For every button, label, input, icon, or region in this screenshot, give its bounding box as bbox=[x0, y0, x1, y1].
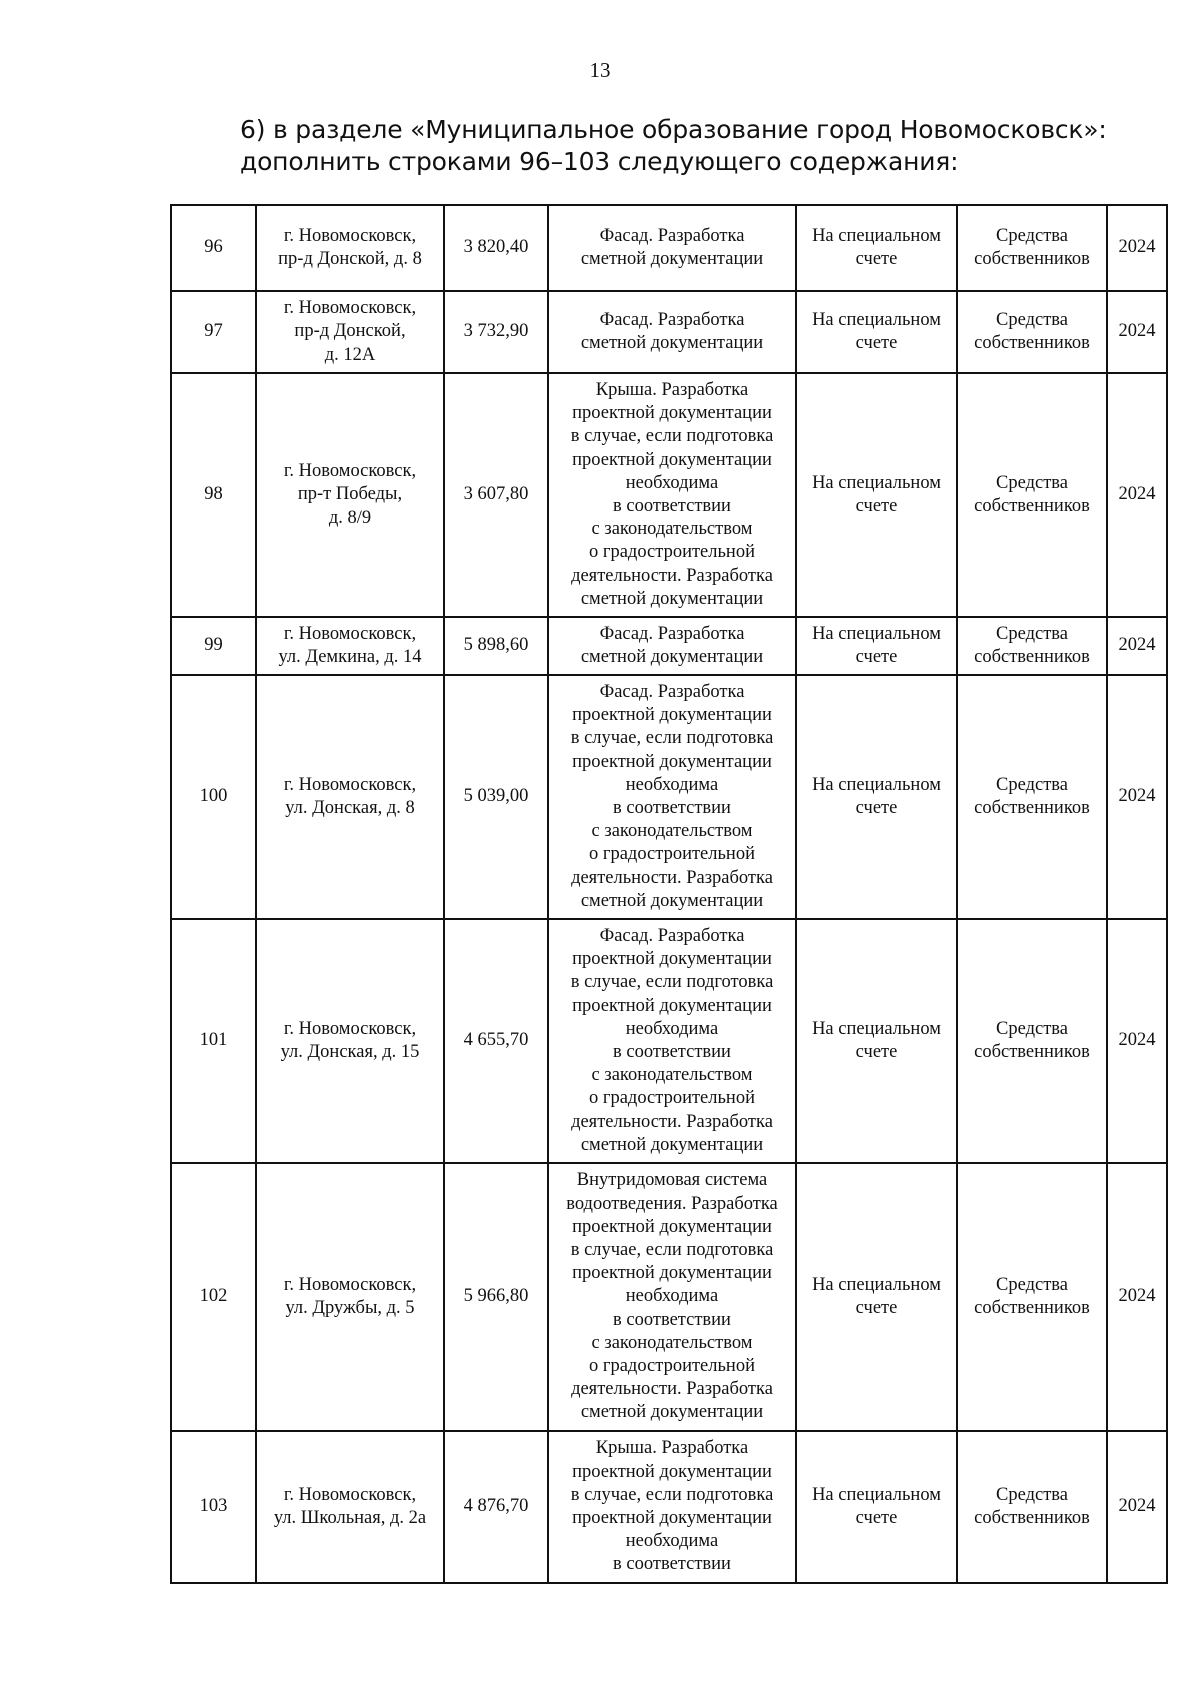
row-number-cell: 101 bbox=[171, 919, 256, 1163]
year-cell: 2024 bbox=[1107, 675, 1167, 919]
work-type-cell: Фасад. Разработка сметной документации bbox=[548, 291, 796, 373]
table-row bbox=[171, 205, 1167, 291]
area-cell: 3 820,40 bbox=[444, 205, 548, 291]
table-row bbox=[171, 1431, 1167, 1583]
address-cell: г. Новомосковск, ул. Школьная, д. 2а bbox=[256, 1431, 444, 1583]
account-cell: На специальном счете bbox=[796, 919, 957, 1163]
funding-cell: Средства собственников bbox=[957, 205, 1107, 291]
row-number-cell: 98 bbox=[171, 373, 256, 617]
work-type-cell: Фасад. Разработка сметной документации bbox=[548, 205, 796, 291]
year-cell: 2024 bbox=[1107, 617, 1167, 675]
intro-paragraph bbox=[240, 114, 1140, 178]
address-cell: г. Новомосковск, пр-д Донской, д. 12А bbox=[256, 291, 444, 373]
work-type-cell: Внутридомовая система водоотведения. Разработка проектной документации в случае, если подготовка проектной документации необходима в соответствии с законодательством о градостроительной деятельности. Разработка сметной документации bbox=[548, 1163, 796, 1431]
table-row bbox=[171, 919, 1167, 1163]
account-cell: На специальном счете bbox=[796, 373, 957, 617]
year-cell: 2024 bbox=[1107, 205, 1167, 291]
funding-cell: Средства собственников bbox=[957, 291, 1107, 373]
address-cell: г. Новомосковск, пр-т Победы, д. 8/9 bbox=[256, 373, 444, 617]
area-cell: 3 607,80 bbox=[444, 373, 548, 617]
funding-cell: Средства собственников bbox=[957, 675, 1107, 919]
area-cell: 4 655,70 bbox=[444, 919, 548, 1163]
address-cell: г. Новомосковск, ул. Донская, д. 15 bbox=[256, 919, 444, 1163]
area-cell: 5 966,80 bbox=[444, 1163, 548, 1431]
table-row bbox=[171, 373, 1167, 617]
account-cell: На специальном счете bbox=[796, 1163, 957, 1431]
work-type-cell: Крыша. Разработка проектной документации в случае, если подготовка проектной документации необходима в соответствии bbox=[548, 1431, 796, 1583]
table-row bbox=[171, 675, 1167, 919]
year-cell: 2024 bbox=[1107, 1431, 1167, 1583]
year-cell: 2024 bbox=[1107, 291, 1167, 373]
page-number: 13 bbox=[589, 58, 611, 82]
area-cell: 5 039,00 bbox=[444, 675, 548, 919]
addresses-table bbox=[170, 204, 1168, 1584]
row-number-cell: 96 bbox=[171, 205, 256, 291]
account-cell: На специальном счете bbox=[796, 1431, 957, 1583]
work-type-cell: Фасад. Разработка проектной документации в случае, если подготовка проектной документации необходима в соответствии с законодательством о градостроительной деятельности. Разработка сметной документации bbox=[548, 919, 796, 1163]
address-cell: г. Новомосковск, пр-д Донской, д. 8 bbox=[256, 205, 444, 291]
address-cell: г. Новомосковск, ул. Демкина, д. 14 bbox=[256, 617, 444, 675]
address-cell: г. Новомосковск, ул. Дружбы, д. 5 bbox=[256, 1163, 444, 1431]
funding-cell: Средства собственников bbox=[957, 919, 1107, 1163]
funding-cell: Средства собственников bbox=[957, 373, 1107, 617]
row-number-cell: 100 bbox=[171, 675, 256, 919]
year-cell: 2024 bbox=[1107, 1163, 1167, 1431]
account-cell: На специальном счете bbox=[796, 205, 957, 291]
funding-cell: Средства собственников bbox=[957, 617, 1107, 675]
table-body bbox=[171, 205, 1167, 1583]
area-cell: 4 876,70 bbox=[444, 1431, 548, 1583]
table-row bbox=[171, 291, 1167, 373]
work-type-cell: Крыша. Разработка проектной документации в случае, если подготовка проектной документации необходима в соответствии с законодательством о градостроительной деятельности. Разработка сметной документации bbox=[548, 373, 796, 617]
work-type-cell: Фасад. Разработка проектной документации в случае, если подготовка проектной документации необходима в соответствии с законодательством о градостроительной деятельности. Разработка сметной документации bbox=[548, 675, 796, 919]
account-cell: На специальном счете bbox=[796, 675, 957, 919]
funding-cell: Средства собственников bbox=[957, 1431, 1107, 1583]
row-number-cell: 102 bbox=[171, 1163, 256, 1431]
row-number-cell: 99 bbox=[171, 617, 256, 675]
table-row bbox=[171, 617, 1167, 675]
intro-line-1: 6) в разделе «Муниципальное образование город Новомосковск»: bbox=[240, 115, 1107, 144]
funding-cell: Средства собственников bbox=[957, 1163, 1107, 1431]
area-cell: 3 732,90 bbox=[444, 291, 548, 373]
intro-line-2: дополнить строками 96–103 следующего содержания: bbox=[240, 147, 959, 176]
account-cell: На специальном счете bbox=[796, 617, 957, 675]
work-type-cell: Фасад. Разработка сметной документации bbox=[548, 617, 796, 675]
year-cell: 2024 bbox=[1107, 919, 1167, 1163]
area-cell: 5 898,60 bbox=[444, 617, 548, 675]
row-number-cell: 103 bbox=[171, 1431, 256, 1583]
row-number-cell: 97 bbox=[171, 291, 256, 373]
address-cell: г. Новомосковск, ул. Донская, д. 8 bbox=[256, 675, 444, 919]
year-cell: 2024 bbox=[1107, 373, 1167, 617]
table-row bbox=[171, 1163, 1167, 1431]
account-cell: На специальном счете bbox=[796, 291, 957, 373]
